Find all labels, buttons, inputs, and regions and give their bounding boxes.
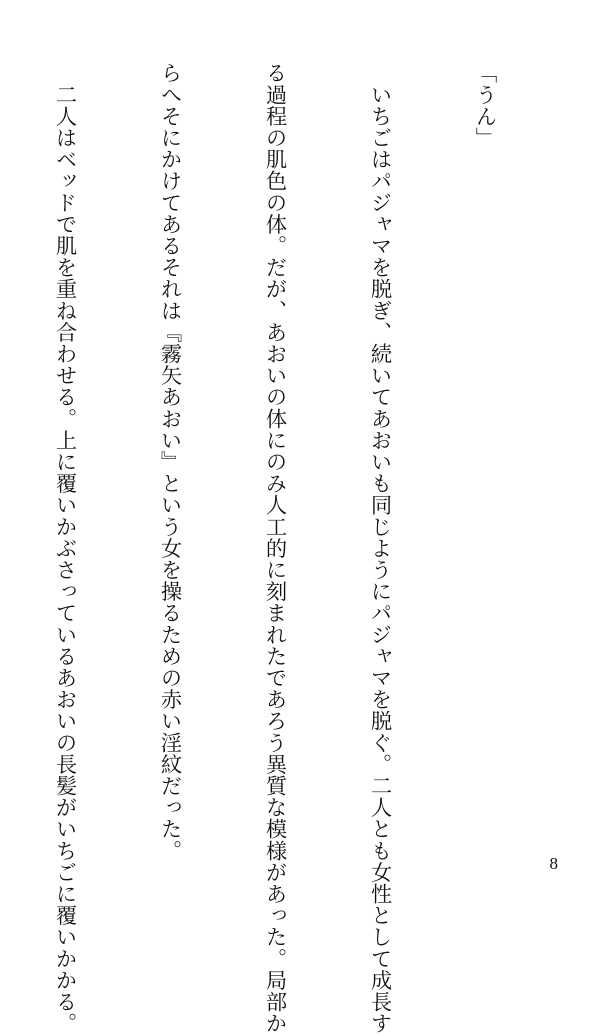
page-number: 8 — [549, 854, 558, 873]
text-line: 「うん」 — [472, 62, 497, 149]
text-line: 二人はベッドで肌を重ね合わせる。上に覆いかぶさっているあおいの長髪がいちごに覆いかかる。 — [52, 62, 77, 1034]
text-line: る過程の肌色の体。だが、あおいの体にのみ人工的に刻まれたであろう異質な模様があった。局部か — [262, 62, 287, 1034]
text-line: らへそにかけてあるそれは『霧矢あおい』という女を操るための赤い淫紋だった。 — [157, 62, 182, 862]
text-line: いちごはパジャマを脱ぎ、続いてあおいも同じようにパジャマを脱ぐ。二人とも女性として成長す — [367, 62, 392, 1034]
vertical-text-body — [0, 62, 572, 1034]
